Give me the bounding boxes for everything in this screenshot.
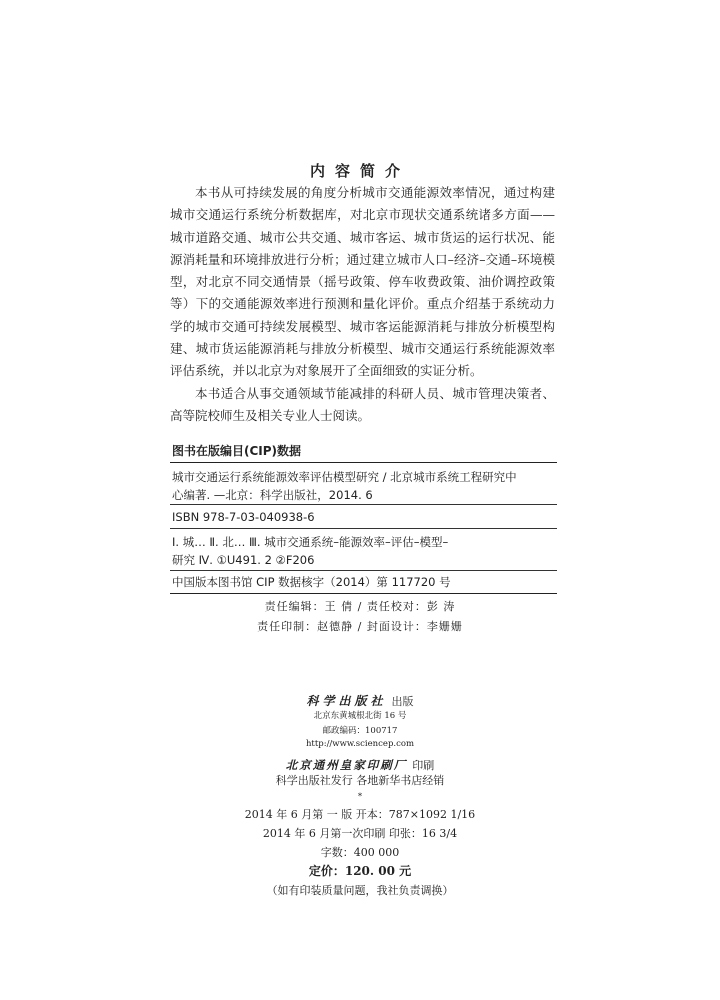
cip-class-line: Ⅰ. 城… Ⅱ. 北… Ⅲ. 城市交通系统–能源效率–评估–模型– [172,535,449,549]
summary-paragraph: 本书从可持续发展的角度分析城市交通能源效率情况，通过构建城市交通运行系统分析数据库，对北京市现状交通系统诸多方面——城市道路交通、城市公共交通、城市客运、城市货运的运行状况、能源消耗量和环境排放进行分析；通过建立城市人口–经济–交通–环境模型，对北京不同交通情景（摇号政策、停车收费政策、油价调控政策等）下的交通能源效率进行预测和量化评价。重点介绍基于系统动力学的城市交通可持续发展模型、城市客运能源消耗与排放分析模型构建、城市货运能源消耗与排放分析模型、城市交通运行系统能源效率评估系统，并以北京为对象展开了全面细致的实证分析。 [170,185,555,379]
publisher-action: 出版 [391,695,414,708]
publisher-line [0,690,720,709]
printer-action: 印刷 [412,759,435,772]
publisher-name: 科学出版社 [306,694,387,708]
cip-classification [172,533,557,569]
summary-paragraph: 本书适合从事交通领域节能减排的科研人员、城市管理决策者、高等院校师生及相关专业人士阅读。 [170,385,555,423]
cip-top-rule [170,462,557,463]
separator-star: * [357,792,363,802]
publisher-postcode: 邮政编码：100717 [322,726,398,736]
cip-book-line: 城市交通运行系统能源效率评估模型研究 / 北京城市系统工程研究中 [172,470,517,484]
edition-line: 2014 年 6 月第 一 版 开本：787×1092 1/16 [244,808,476,821]
cip-class-line: 研究 Ⅳ. ①U491. 2 ②F206 [172,553,315,567]
price: 定价：120. 00 元 [308,864,412,878]
summary-body [170,182,555,427]
editors-line: 责任印制：赵德静 / 封面设计：李姗姗 [257,620,463,633]
word-count: 字数：400 000 [320,846,400,859]
cip-bottom-rule [170,593,557,594]
cip-heading: 图书在版编目(CIP)数据 [172,444,302,458]
printer-name: 北京通州皇家印刷厂 [285,758,408,772]
summary-title: 内容简介 [309,162,410,180]
printing-line: 2014 年 6 月第一次印刷 印张：16 3/4 [262,827,458,840]
distribution: 科学出版社发行 各地新华书店经销 [275,774,445,787]
cip-book-line: 心编著. —北京：科学出版社，2014. 6 [172,488,373,502]
publisher-address: 北京东黄城根北街 16 号 [313,711,407,721]
editors-line: 责任编辑：王 倩 / 责任校对：彭 涛 [264,600,456,613]
cip-rule [170,528,557,529]
quality-notice: （如有印装质量问题，我社负责调换） [266,884,454,897]
cip-rule [170,570,557,571]
cip-book-record [172,468,557,504]
cip-rule [170,504,557,505]
publisher-url: http://www.sciencep.com [305,739,415,749]
cip-isbn: ISBN 978-7-03-040938-6 [172,510,315,524]
printer-line [0,754,720,773]
cip-number: 中国版本图书馆 CIP 数据核字（2014）第 117720 号 [172,575,451,589]
